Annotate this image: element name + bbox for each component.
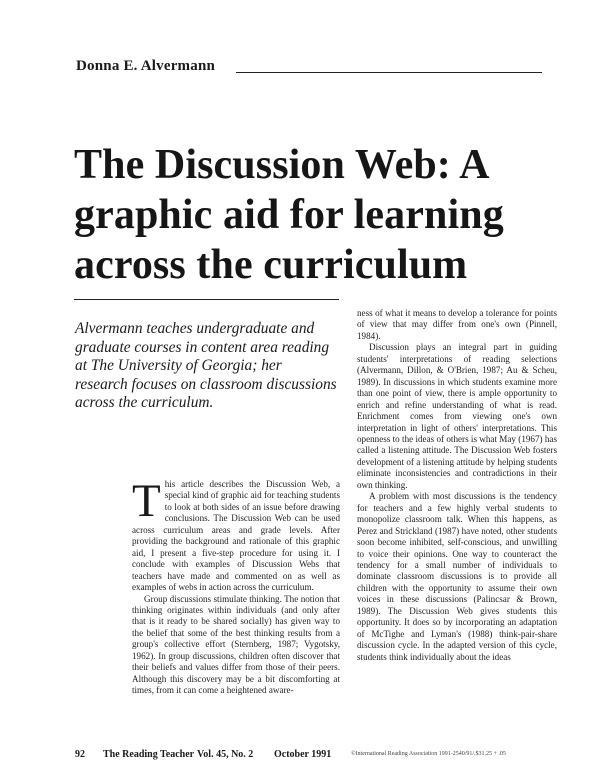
- body-paragraph: Group discussions stimulate thinking. The notion that thinking originates within individuals (and only after that is it ready to be shared socially) has given way to the belief that some of the best thinking results from a group's collective effort (Sternberg, 1987; Vygotsky, 1962). In group discussions, children often discover that their beliefs and values differ from those of their peers. Although this discovery may be a bit discomforting at times, from it can come a heightened aware-: [132, 593, 340, 696]
- intro-paragraph: [132, 479, 340, 594]
- drop-cap: T: [132, 479, 161, 527]
- body-paragraph: Discussion plays an integral part in guiding students' interpretations of reading selections (Alvermann, Dillon, & O'Brien, 1987; Au & Scheu, 1989). In discussions in which students examine more than one point of view, there is ample opportunity to enrich and refine understanding of what is read. Enrichment comes from viewing one's own interpretation in light of others' interpretations. This openness to the ideas of others is what May (1967) has called a listening attitude. The Discussion Web fosters development of a listening attitude by helping students eliminate inconsistencies and contradictions in their own thinking.: [357, 342, 557, 490]
- left-column: [132, 479, 340, 749]
- page-footer: [75, 749, 565, 763]
- author-header: [76, 58, 542, 78]
- author-abstract: Alvermann teaches undergraduate and graduate courses in content area reading at The University of Georgia; her research focuses on classroom discussions across the curriculum.: [75, 320, 337, 412]
- body-paragraph-continued: ness of what it means to develop a tolerance for points of view that may differ from one's own (Pinnell, 1984).: [357, 308, 557, 341]
- intro-paragraph-text: his article describes the Discussion Web, a special kind of graphic aid for teaching students to look at both sides of an issue before drawing conclusions. The Discussion Web can be used across curriculum areas and grade levels. After providing the background and rationale of this graphic aid, I present a five-step procedure for using it. I conclude with examples of Discussion Webs that teachers have made and commented on as well as examples of webs in action across the curriculum.: [132, 479, 340, 593]
- page-number: 92: [75, 749, 85, 760]
- copyright-line: ©International Reading Association 1991-2540/91/.$31.25 + .05: [351, 751, 506, 757]
- right-column: [357, 308, 557, 749]
- journal-name: The Reading Teacher: [103, 749, 195, 760]
- abstract-rule: [74, 299, 339, 300]
- header-rule: [236, 72, 542, 73]
- volume-issue: Vol. 45, No. 2: [197, 749, 254, 760]
- issue-date: October 1991: [274, 749, 332, 760]
- body-paragraph: A problem with most discussions is the tendency for teachers and a few highly verbal students to monopolize classroom talk. When this happens, as Perez and Strickland (1987) have noted, other students soon become inhibited, self-conscious, and unwilling to voice their opinions. One way to counteract the tendency for a small number of individuals to dominate classroom discussions is to provide all children with the opportunity to assume their own voices in these discussions (Palincsar & Brown, 1989). The Discussion Web gives students this opportunity. It does so by incorporating an adaptation of McTighe and Lyman's (1988) think-pair-share discussion cycle. In the adapted version of this cycle, students think individually about the ideas: [357, 491, 557, 662]
- author-name: Donna E. Alvermann: [76, 58, 216, 74]
- article-title: The Discussion Web: A graphic aid for learning across the curriculum: [74, 142, 504, 288]
